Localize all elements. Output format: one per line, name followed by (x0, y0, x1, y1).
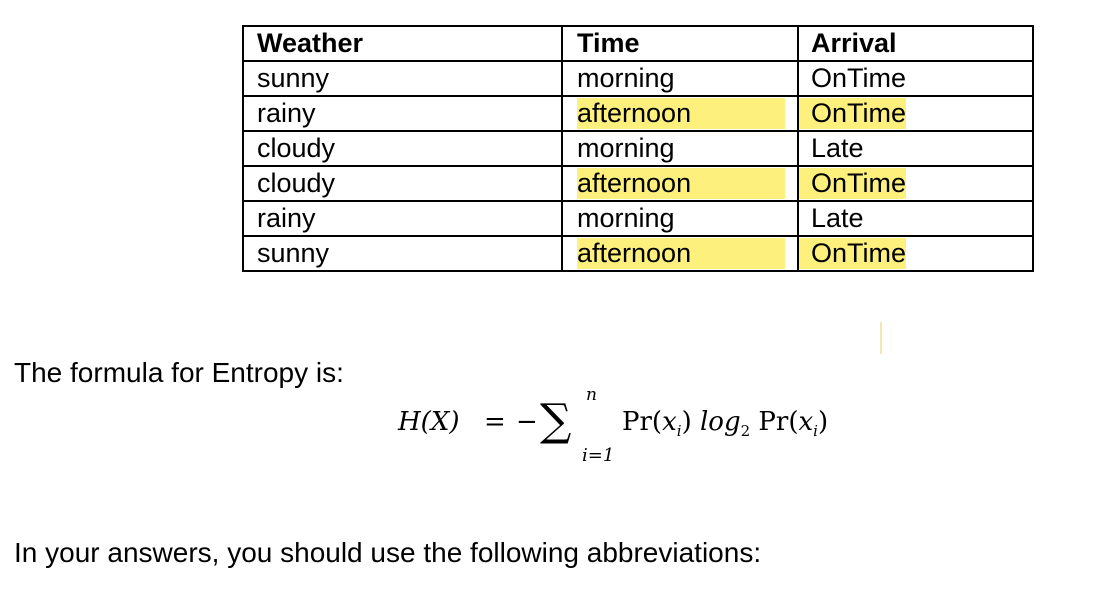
cell-weather (243, 96, 562, 131)
weather-value: cloudy (257, 133, 336, 163)
cell-weather (243, 166, 562, 201)
arrival-value: OnTime (799, 98, 906, 129)
cell-time (562, 236, 798, 271)
table-header-row (243, 26, 1033, 61)
table-row (243, 166, 1033, 201)
time-value: afternoon (577, 168, 785, 199)
arrival-value: OnTime (811, 63, 907, 93)
formula-lhs: H(X) (398, 407, 460, 437)
table-row (243, 96, 1033, 131)
header-time (562, 26, 798, 61)
text-cursor-mark (880, 322, 882, 354)
cell-weather (243, 201, 562, 236)
table-row (243, 131, 1033, 166)
formula-minus: − (516, 407, 538, 437)
time-value: afternoon (577, 238, 785, 269)
formula-upper-limit: n (586, 385, 597, 405)
header-time-label: Time (577, 28, 640, 58)
table-row (243, 236, 1033, 271)
time-value: morning (577, 133, 675, 163)
header-arrival (798, 26, 1033, 61)
formula-summand (622, 407, 828, 440)
cell-time (562, 131, 798, 166)
cell-time (562, 61, 798, 96)
cell-weather (243, 236, 562, 271)
cell-time (562, 166, 798, 201)
formula-pr2: Pr( (758, 407, 799, 437)
time-value: morning (577, 63, 675, 93)
header-arrival-label: Arrival (811, 28, 897, 58)
formula-i1: i (676, 422, 682, 441)
time-value: afternoon (577, 98, 785, 129)
formula-log: log (699, 407, 741, 437)
cell-arrival (798, 201, 1033, 236)
cell-time (562, 96, 798, 131)
arrival-value: Late (811, 203, 864, 233)
formula-pr1: Pr( (622, 407, 663, 437)
time-value: morning (577, 203, 675, 233)
weather-value: rainy (257, 203, 316, 233)
weather-value: sunny (257, 63, 330, 93)
abbreviations-intro-text: In your answers, you should use the following abbreviations: (14, 537, 762, 568)
cell-time (562, 201, 798, 236)
arrival-value: OnTime (799, 168, 906, 199)
formula-close1: ) (681, 407, 692, 437)
formula-equals: = (484, 407, 506, 437)
formula-x2: x (798, 407, 814, 437)
cell-arrival (798, 236, 1033, 271)
cell-arrival (798, 131, 1033, 166)
formula-close2: ) (817, 407, 829, 437)
formula-i2: i (813, 422, 818, 441)
entropy-intro-text: The formula for Entropy is: (14, 357, 344, 388)
weather-value: cloudy (257, 168, 336, 198)
formula-x1: x (662, 407, 677, 437)
formula-sigma: ∑ (540, 395, 572, 446)
cell-arrival (798, 96, 1033, 131)
weather-value: sunny (257, 238, 330, 268)
table-row (243, 201, 1033, 236)
cell-arrival (798, 166, 1033, 201)
cell-arrival (798, 61, 1033, 96)
header-weather: Weather (243, 26, 562, 61)
weather-data-table (242, 25, 1034, 272)
arrival-value: Late (811, 133, 864, 163)
weather-value: rainy (257, 98, 316, 128)
table-row (243, 61, 1033, 96)
formula-lower-limit: i=1 (582, 445, 615, 466)
cell-weather (243, 61, 562, 96)
cell-weather (243, 131, 562, 166)
formula-log-base: 2 (740, 422, 751, 441)
table-body (243, 61, 1033, 271)
arrival-value: OnTime (799, 238, 906, 269)
